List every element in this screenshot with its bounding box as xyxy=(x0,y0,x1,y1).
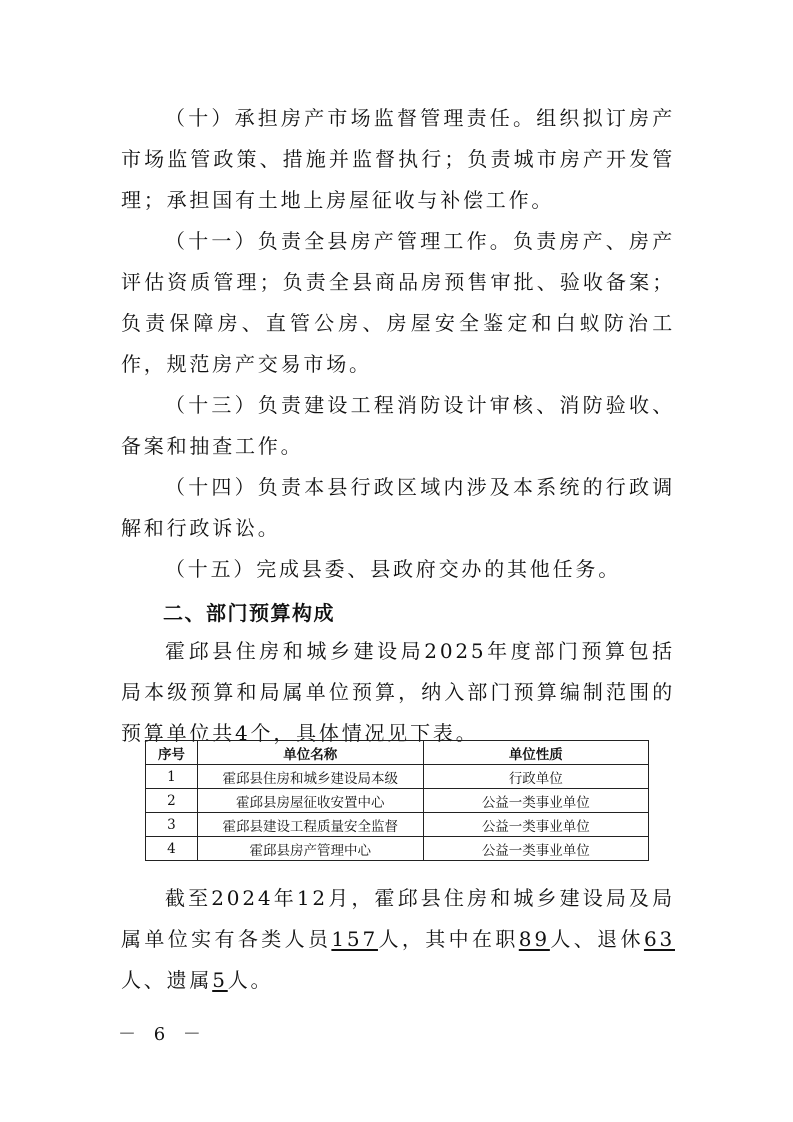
staffing-text-2: 人、退休 xyxy=(549,927,644,951)
total-staff-count: 157 xyxy=(331,927,378,951)
cell-unit-name: 霍邱县建设工程质量安全监督 xyxy=(197,813,423,837)
staffing-text-1: 人，其中在职 xyxy=(377,927,519,951)
staffing-paragraph xyxy=(121,878,675,1001)
budget-intro-paragraph: 霍邱县住房和城乡建设局2025年度部门预算包括局本级预算和局属单位预算，纳入部门预算编制范围的预算单位共4个，具体情况见下表。 xyxy=(121,639,675,745)
table-row xyxy=(146,789,649,813)
cell-unit-type: 公益一类事业单位 xyxy=(423,813,648,837)
staffing-text-3: 人、遗属 xyxy=(121,968,213,992)
cell-serial: 1 xyxy=(146,765,198,789)
staffing-tail-text: 人。 xyxy=(227,968,274,992)
table-row xyxy=(146,837,649,861)
header-serial: 序号 xyxy=(146,741,198,765)
staffing-lead-text: 截至2024年12月，霍邱县住房和城乡建设局及局属单位实有各类人员 xyxy=(121,886,675,951)
survivor-count: 5 xyxy=(212,968,228,992)
cell-unit-type: 行政单位 xyxy=(423,765,648,789)
header-unit-name: 单位名称 xyxy=(197,741,423,765)
table-header-row xyxy=(146,741,649,765)
header-unit-type: 单位性质 xyxy=(423,741,648,765)
cell-unit-name: 霍邱县住房和城乡建设局本级 xyxy=(197,765,423,789)
cell-unit-name: 霍邱县房屋征收安置中心 xyxy=(197,789,423,813)
retired-staff-count: 63 xyxy=(643,927,675,951)
paragraph-item-14: （十四）负责本县行政区域内涉及本系统的行政调解和行政诉讼。 xyxy=(121,475,675,540)
cell-serial: 2 xyxy=(146,789,198,813)
cell-unit-name: 霍邱县房产管理中心 xyxy=(197,837,423,861)
cell-serial: 3 xyxy=(146,813,198,837)
paragraph-item-13: （十三）负责建设工程消防设计审核、消防验收、备案和抽查工作。 xyxy=(121,393,675,458)
paragraph-item-11: （十一）负责全县房产管理工作。负责房产、房产评估资质管理；负责全县商品房预售审批、验收备案；负责保障房、直管公房、房屋安全鉴定和白蚁防治工作，规范房产交易市场。 xyxy=(121,229,675,376)
section-heading: 二、部门预算构成 xyxy=(163,601,335,625)
cell-unit-type: 公益一类事业单位 xyxy=(423,837,648,861)
page-number: － 6 － xyxy=(118,1024,207,1045)
budget-units-table xyxy=(145,740,649,861)
table-row xyxy=(146,813,649,837)
table-row xyxy=(146,765,649,789)
cell-serial: 4 xyxy=(146,837,198,861)
paragraph-item-15: （十五）完成县委、县政府交办的其他任务。 xyxy=(165,557,621,581)
cell-unit-type: 公益一类事业单位 xyxy=(423,789,648,813)
active-staff-count: 89 xyxy=(518,927,550,951)
paragraph-item-10: （十）承担房产市场监督管理责任。组织拟订房产市场监管政策、措施并监督执行；负责城市房产开发管理；承担国有土地上房屋征收与补偿工作。 xyxy=(121,106,675,212)
